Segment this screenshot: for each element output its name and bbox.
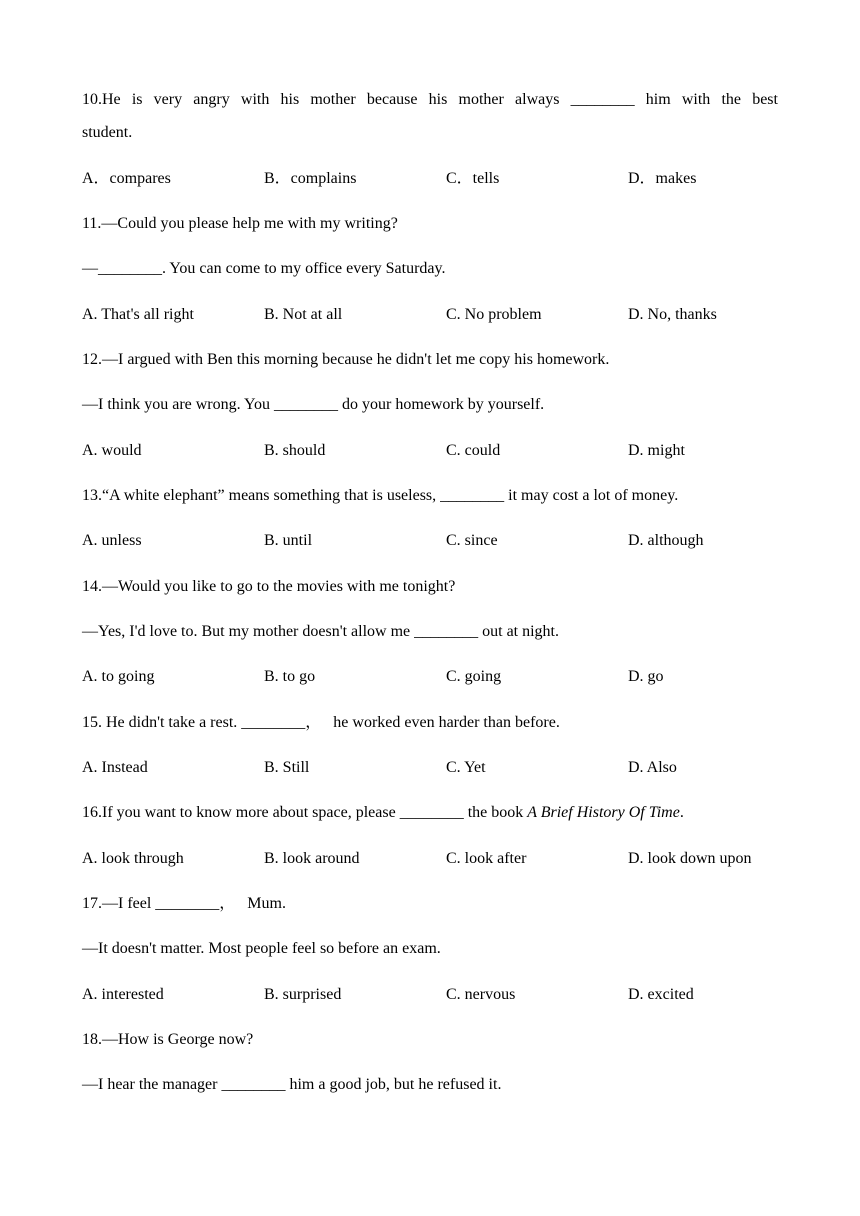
q10-word: his <box>280 91 300 108</box>
q10-word: his <box>428 91 448 108</box>
q10-word: best <box>752 91 778 108</box>
q10-word: mother <box>310 91 356 108</box>
q11-option-b: B. Not at all <box>264 306 343 323</box>
q11-option-c: C. No problem <box>446 306 542 323</box>
q12-option-d: D. might <box>628 442 685 459</box>
q10-word: 10.He <box>82 91 121 108</box>
q17-option-b: B. surprised <box>264 986 342 1003</box>
q15-option-a: A. Instead <box>82 759 148 776</box>
q10-word: the <box>721 91 742 108</box>
q11-option-d: D. No, thanks <box>628 306 717 323</box>
q11-stem: 11.—Could you please help me with my writing? <box>82 215 398 232</box>
q17-option-a: A. interested <box>82 986 164 1003</box>
q12-option-c: C. could <box>446 442 501 459</box>
q12-options <box>82 441 778 461</box>
q10-option-a: A．compares <box>82 170 171 187</box>
q14-option-a: A. to going <box>82 668 155 685</box>
q12-reply: —I think you are wrong. You ________ do your homework by yourself. <box>82 396 545 413</box>
q17-option-d: D. excited <box>628 986 694 1003</box>
q10-option-c: C．tells <box>446 170 500 187</box>
q13-option-b: B. until <box>264 532 313 549</box>
q14-option-c: C. going <box>446 668 502 685</box>
q10-word: angry <box>193 91 230 108</box>
q16-stem <box>82 803 778 823</box>
q16-book-title: A Brief History Of Time <box>527 804 680 821</box>
q16-stem-before: 16.If you want to know more about space, please ________ the book <box>82 804 528 821</box>
q14-option-b: B. to go <box>264 668 316 685</box>
q11-options <box>82 305 778 325</box>
q12-option-a: A. would <box>82 442 142 459</box>
q14-stem: 14.—Would you like to go to the movies with me tonight? <box>82 578 456 595</box>
q13-option-c: C. since <box>446 532 498 549</box>
q10-word: is <box>131 91 143 108</box>
q17-reply: —It doesn't matter. Most people feel so before an exam. <box>82 940 441 957</box>
q10-blank: ________ <box>570 91 635 108</box>
q11-option-a: A. That's all right <box>82 306 194 323</box>
q11-reply: —________. You can come to my office every Saturday. <box>82 260 446 277</box>
q10-option-d: D．makes <box>628 170 697 187</box>
q15-options <box>82 758 778 778</box>
q17-option-c: C. nervous <box>446 986 516 1003</box>
q13-option-d: D. although <box>628 532 704 549</box>
q12-stem: 12.—I argued with Ben this morning because he didn't let me copy his homework. <box>82 351 610 368</box>
q12-option-b: B. should <box>264 442 326 459</box>
q14-options <box>82 667 778 687</box>
q10-word: because <box>366 91 418 108</box>
q10-options <box>82 169 778 189</box>
q13-stem: 13.“A white elephant” means something that is useless, ________ it may cost a lot of money. <box>82 487 679 504</box>
q10-word: very <box>153 91 183 108</box>
q10-word: with <box>681 91 711 108</box>
q15-option-b: B. Still <box>264 759 310 776</box>
q15-option-c: C. Yet <box>446 759 486 776</box>
q13-option-a: A. unless <box>82 532 142 549</box>
q15-stem: 15. He didn't take a rest. ________， he worked even harder than before. <box>82 714 560 731</box>
q16-stem-after: . <box>679 804 684 821</box>
q10-word: always <box>515 91 560 108</box>
q10-word: with <box>240 91 270 108</box>
q18-stem: 18.—How is George now? <box>82 1031 254 1048</box>
q16-option-a: A. look through <box>82 850 184 867</box>
q10-word: mother <box>458 91 504 108</box>
q10-stem-line2: student. <box>82 124 133 141</box>
q10-stem-line1 <box>82 90 778 110</box>
q13-options <box>82 531 778 551</box>
q15-option-d: D. Also <box>628 759 677 776</box>
q10-option-b: B．complains <box>264 170 357 187</box>
q16-options <box>82 849 778 869</box>
q17-stem: 17.—I feel ________， Mum. <box>82 895 286 912</box>
q16-option-d: D. look down upon <box>628 850 752 867</box>
q16-option-c: C. look after <box>446 850 527 867</box>
q14-reply: —Yes, I'd love to. But my mother doesn't allow me ________ out at night. <box>82 623 559 640</box>
q18-reply: —I hear the manager ________ him a good job, but he refused it. <box>82 1076 502 1093</box>
q17-options <box>82 985 778 1005</box>
q16-option-b: B. look around <box>264 850 360 867</box>
q14-option-d: D. go <box>628 668 664 685</box>
q10-word: him <box>645 91 671 108</box>
